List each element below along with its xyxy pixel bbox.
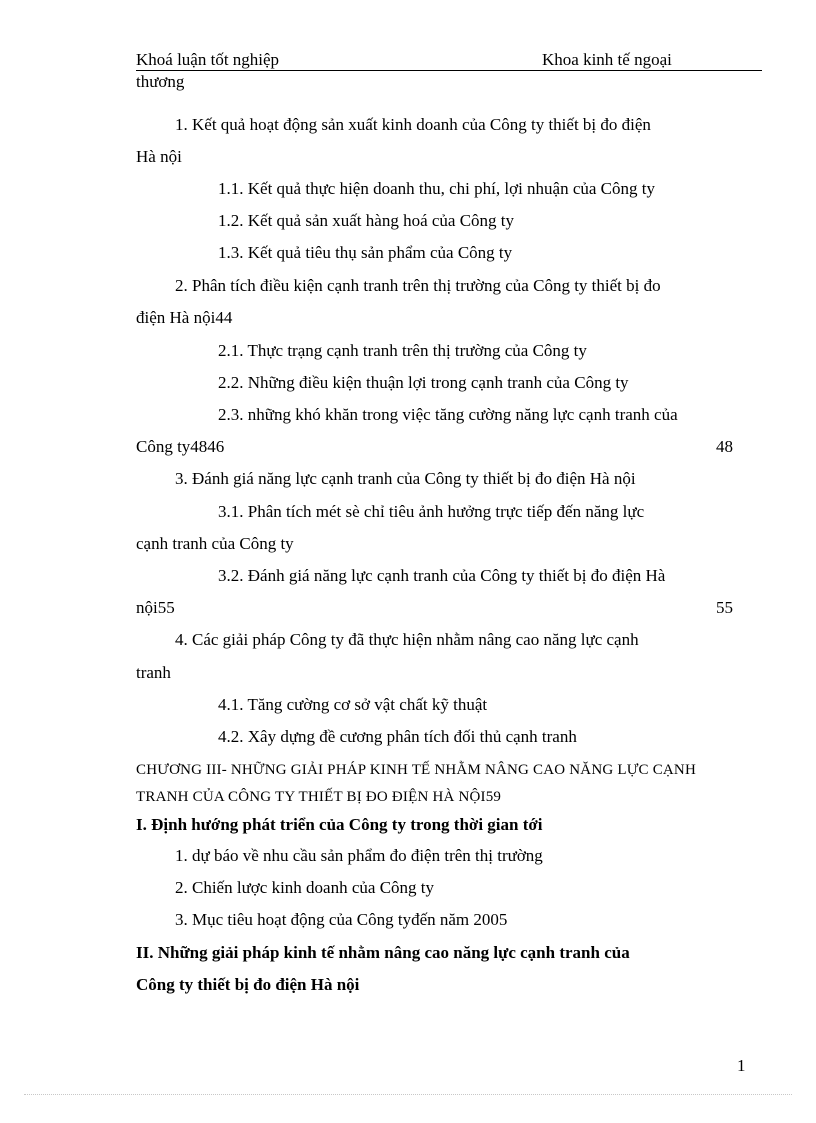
toc-section-2-1: 2.1. Thực trạng cạnh tranh trên thị trường của Công ty <box>218 341 587 360</box>
toc-section-4-2: 4.2. Xây dựng đề cương phân tích đối thủ cạnh tranh <box>218 727 577 746</box>
header-right: Khoa kinh tế ngoại <box>542 50 672 69</box>
page-number: 1 <box>737 1056 746 1075</box>
toc-part-II: II. Những giải pháp kinh tế nhằm nâng cao năng lực cạnh tranh của <box>136 943 630 962</box>
toc-section-2: 2. Phân tích điều kiện cạnh tranh trên thị trường của Công ty thiết bị đo <box>175 276 661 295</box>
toc-section-4-1: 4.1. Tăng cường cơ sở vật chất kỹ thuật <box>218 695 488 714</box>
toc-section-2-cont: điện Hà nội44 <box>136 308 233 327</box>
toc-section-2-3-cont: Công ty4846 <box>136 437 225 456</box>
toc-part-II-cont: Công ty thiết bị đo điện Hà nội <box>136 975 360 994</box>
toc-section-1-2: 1.2. Kết quả sản xuất hàng hoá của Công ty <box>218 211 515 230</box>
toc-page-number: 48 <box>716 437 733 456</box>
toc-part-I-1: 1. dự báo về nhu cầu sản phẩm đo điện trên thị trường <box>175 846 543 865</box>
toc-part-I-2: 2. Chiến lược kinh doanh của Công ty <box>175 878 435 897</box>
toc-section-3-1-cont: cạnh tranh của Công ty <box>136 534 294 553</box>
toc-page-number: 55 <box>716 598 733 617</box>
toc-part-I: I. Định hướng phát triển của Công ty trong thời gian tới <box>136 815 543 834</box>
toc-section-4: 4. Các giải pháp Công ty đã thực hiện nhằm nâng cao năng lực cạnh <box>175 630 639 649</box>
toc-section-2-3: 2.3. những khó khăn trong việc tăng cường năng lực cạnh tranh của <box>218 405 678 424</box>
toc-section-3-1: 3.1. Phân tích mét sè chỉ tiêu ảnh hưởng trực tiếp đến năng lực <box>218 502 645 521</box>
toc-section-1-cont: Hà nội <box>136 147 182 166</box>
toc-section-2-2: 2.2. Những điều kiện thuận lợi trong cạnh tranh của Công ty <box>218 373 629 392</box>
page-bottom-edge <box>24 1094 792 1095</box>
header-rule <box>136 70 762 71</box>
toc-section-3: 3. Đánh giá năng lực cạnh tranh của Công ty thiết bị đo điện Hà nội <box>175 469 636 488</box>
header-left: Khoá luận tốt nghiệp <box>136 50 280 69</box>
toc-section-3-2-cont: nội55 <box>136 598 175 617</box>
header-continuation: thương <box>136 72 185 91</box>
toc-section-3-2: 3.2. Đánh giá năng lực cạnh tranh của Công ty thiết bị đo điện Hà <box>218 566 666 585</box>
toc-section-1-1: 1.1. Kết quả thực hiện doanh thu, chi phí, lợi nhuận của Công ty <box>218 179 655 198</box>
toc-section-1-3: 1.3. Kết quả tiêu thụ sản phẩm của Công ty <box>218 243 513 262</box>
toc-section-1: 1. Kết quả hoạt động sản xuất kinh doanh của Công ty thiết bị đo điện <box>175 115 651 134</box>
toc-part-I-3: 3. Mục tiêu hoạt động của Công tyđến năm 2005 <box>175 910 508 929</box>
toc-chapter-3-line-2: TRANH CỦA CÔNG TY THIẾT BỊ ĐO ĐIỆN HÀ NỘI59 <box>136 789 502 805</box>
toc-section-4-cont: tranh <box>136 663 171 682</box>
toc-chapter-3-line-1: CHƯƠNG III- NHỮNG GIẢI PHÁP KINH TẾ NHẰM NÂNG CAO NĂNG LỰC CẠNH <box>136 762 696 778</box>
